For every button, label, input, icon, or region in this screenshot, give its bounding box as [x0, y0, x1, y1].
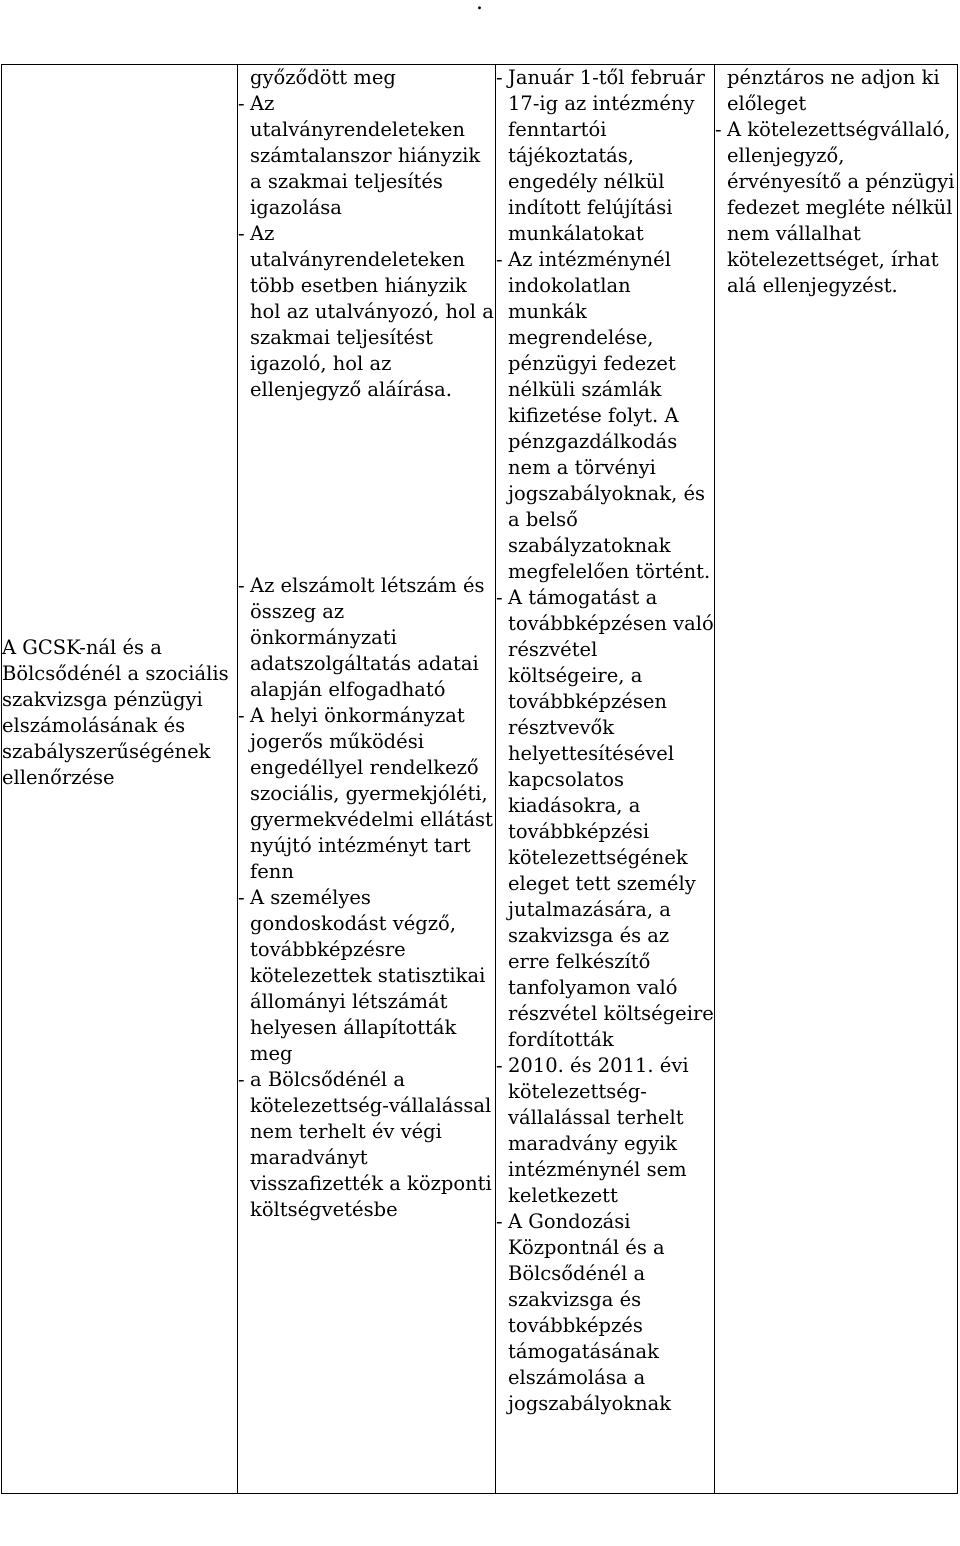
list-item: - a Bölcsődénél a kötelezettség-vállalással nem terhelt év végi maradványt visszafizették a központi költségvetésbe	[238, 1068, 492, 1221]
list-item: - A személyes gondoskodást végző, továbbképzésre kötelezettek statisztikai állományi létszámát helyesen állapították meg	[238, 886, 486, 1065]
list-item: - 2010. és 2011. évi kötelezettség-vállalással terhelt maradvány egyik intézménynél sem keletkezett	[496, 1054, 689, 1207]
conclusions-cell	[496, 65, 715, 1494]
findings-cell	[238, 65, 496, 1494]
findings-lead: győződött meg	[250, 66, 396, 89]
list-item: - Az utalványrendeleteken számtalanszor hiányzik a szakmai teljesítés igazolása	[238, 92, 481, 219]
list-item: - A Gondozási Központnál és a Bölcsődénél a szakvizsga és továbbképzés támogatásának elszámolása a jogszabályoknak	[496, 1210, 672, 1415]
list-item: - Az utalványrendeleteken több esetben hiányzik hol az utalványozó, hol a szakmai teljesítést igazoló, hol az ellenjegyző aláírása.	[238, 222, 494, 401]
list-item: - Az intézménynél indokolatlan munkák megrendelése, pénzügyi fedezet nélküli számlák kifizetése folyt. A pénzgazdálkodás nem a törvényi jogszabályoknak, és a belső szabályzatoknak megfelelően történt.	[496, 248, 711, 583]
recommendations-cell	[715, 65, 958, 1494]
audit-findings-table	[1, 64, 958, 1494]
list-item: - A helyi önkormányzat jogerős működési engedéllyel rendelkező szociális, gyermekjóléti, gyermekvédelmi ellátást nyújtó intézményt tart fenn	[238, 704, 493, 883]
list-item: - Az elszámolt létszám és összeg az önkormányzati adatszolgáltatás adatai alapján elfogadható	[238, 574, 485, 701]
list-item: - A kötelezettségvállaló, ellenjegyző, érvényesítő a pénzügyi fedezet megléte nélkül nem vállalhat kötelezettséget, írhat alá ellenjegyzést.	[715, 118, 955, 297]
recommendations-lead: pénztáros ne adjon ki előleget	[727, 66, 940, 115]
list-item: - A támogatást a továbbképzésen való részvétel költségeire, a továbbképzésen résztvevők helyettesítésével kapcsolatos kiadásokra, a továbbképzési kötelezettségének eleget tett személy jutalmazására, a szakvizsga és az erre felkészítő tanfolyamon való részvétel költségeire fordították	[496, 586, 714, 1051]
topic-cell	[2, 65, 238, 1494]
list-item: - Január 1-től február 17-ig az intézmény fenntartói tájékoztatás, engedély nélkül indított felújítási munkálatokat	[496, 66, 705, 245]
audit-topic-text: A GCSK-nál és a Bölcsődénél a szociális szakvizsga pénzügyi elszámolásának és szabályszerűségének ellenőrzése	[2, 636, 229, 789]
table-row	[2, 65, 958, 1494]
page-marker: .	[476, 0, 483, 15]
